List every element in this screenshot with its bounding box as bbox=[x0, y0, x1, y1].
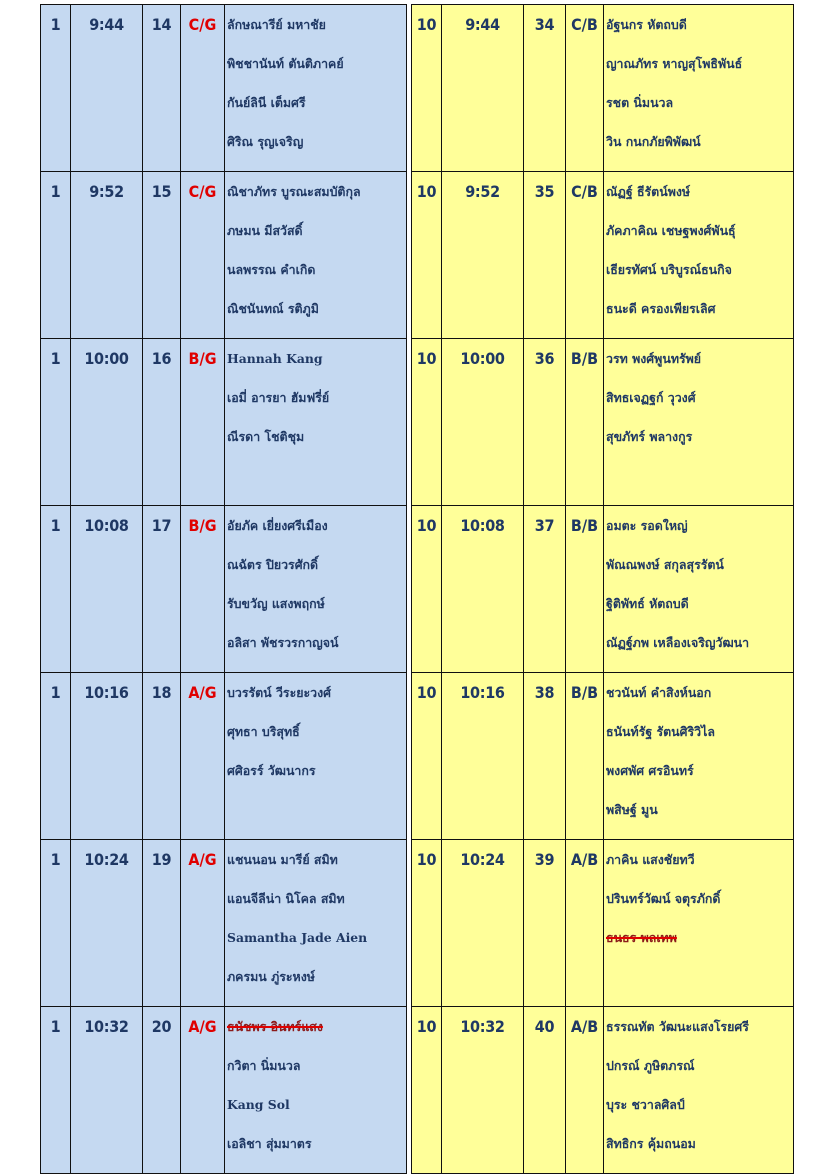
group-number-cell: 38 bbox=[524, 673, 566, 840]
schedule-row bbox=[41, 1007, 407, 1174]
day-cell: 10 bbox=[412, 339, 442, 506]
group-number-cell: 37 bbox=[524, 506, 566, 673]
schedule-row bbox=[412, 506, 794, 673]
group-number-cell: 39 bbox=[524, 840, 566, 1007]
day-cell: 10 bbox=[412, 673, 442, 840]
group-number-cell: 16 bbox=[143, 339, 181, 506]
player-name: รชต นิ่มนวล bbox=[606, 95, 674, 110]
player-names-cell bbox=[225, 1007, 407, 1174]
schedule-row bbox=[412, 339, 794, 506]
player-name: Kang Sol bbox=[227, 1097, 290, 1112]
schedule-row bbox=[41, 339, 407, 506]
group-number-cell: 14 bbox=[143, 5, 181, 172]
player-names-cell bbox=[225, 840, 407, 1007]
player-name bbox=[606, 466, 793, 505]
player-name: พัณณพงษ์ สกุลสุรรัตน์ bbox=[606, 557, 724, 572]
left-schedule-table bbox=[40, 4, 407, 1174]
player-name: พงศพัศ ศรอินทร์ bbox=[606, 763, 694, 778]
day-cell: 10 bbox=[412, 172, 442, 339]
day-cell: 1 bbox=[41, 506, 71, 673]
player-name-struck: ธนธร พลเทพ bbox=[606, 930, 677, 945]
time-cell: 9:52 bbox=[71, 172, 143, 339]
class-cell: B/B bbox=[566, 673, 604, 840]
class-cell: A/B bbox=[566, 840, 604, 1007]
player-names-cell bbox=[225, 339, 407, 506]
day-cell: 1 bbox=[41, 840, 71, 1007]
player-name: ธรรณทัต วัฒนะแสงโรยศรี bbox=[606, 1019, 749, 1034]
player-name: เธียรทัศน์ บริบูรณ์ธนกิจ bbox=[606, 262, 732, 277]
class-cell: B/B bbox=[566, 506, 604, 673]
schedule-row bbox=[41, 840, 407, 1007]
player-name: กวิตา นิ่มนวล bbox=[227, 1058, 301, 1073]
player-name: ปรินทร์วัฒน์ จตุรภักดิ์ bbox=[606, 891, 721, 906]
player-name: ธนะดี ครองเพียรเลิศ bbox=[606, 301, 716, 316]
class-cell: C/B bbox=[566, 172, 604, 339]
player-names-cell bbox=[604, 339, 794, 506]
time-cell: 10:00 bbox=[71, 339, 143, 506]
player-name: ณฉัตร ปิยวรศักดิ์ bbox=[227, 557, 319, 572]
time-cell: 10:24 bbox=[442, 840, 524, 1007]
player-name: ภษมน มีสวัสดิ์ bbox=[227, 223, 303, 238]
day-cell: 1 bbox=[41, 673, 71, 840]
schedule-row bbox=[412, 5, 794, 172]
player-name: ศุทธา บริสุทธิ์ bbox=[227, 724, 300, 739]
player-names-cell bbox=[225, 172, 407, 339]
player-name: ปกรณ์ ภูษิตภรณ์ bbox=[606, 1058, 695, 1073]
time-cell: 10:08 bbox=[71, 506, 143, 673]
time-cell: 10:32 bbox=[71, 1007, 143, 1174]
player-name bbox=[227, 800, 406, 839]
class-cell: C/G bbox=[181, 172, 225, 339]
group-number-cell: 17 bbox=[143, 506, 181, 673]
schedule-row bbox=[41, 172, 407, 339]
class-cell: A/B bbox=[566, 1007, 604, 1174]
schedule-row bbox=[412, 172, 794, 339]
player-name: ณีรดา โชติชุม bbox=[227, 429, 305, 444]
schedule-row bbox=[41, 506, 407, 673]
group-number-cell: 34 bbox=[524, 5, 566, 172]
schedule-row bbox=[412, 1007, 794, 1174]
time-cell: 10:24 bbox=[71, 840, 143, 1007]
group-number-cell: 15 bbox=[143, 172, 181, 339]
player-name: รับขวัญ แสงพฤกษ์ bbox=[227, 596, 325, 611]
player-name: กันย์ลินี เต็มศรี bbox=[227, 95, 306, 110]
class-cell: B/G bbox=[181, 339, 225, 506]
player-name: ศศิอรร์ วัฒนากร bbox=[227, 763, 316, 778]
player-name: ธนันท์รัฐ รัตนศิริวิไล bbox=[606, 724, 715, 739]
schedule-row bbox=[412, 673, 794, 840]
player-name: ณิชนันทณ์ รติภูมิ bbox=[227, 301, 319, 316]
player-name: แอนจีลีน่า นิโคล สมิท bbox=[227, 891, 345, 906]
time-cell: 10:08 bbox=[442, 506, 524, 673]
time-cell: 9:44 bbox=[442, 5, 524, 172]
time-cell: 9:52 bbox=[442, 172, 524, 339]
player-names-cell bbox=[225, 673, 407, 840]
day-cell: 10 bbox=[412, 5, 442, 172]
player-names-cell bbox=[604, 840, 794, 1007]
day-cell: 1 bbox=[41, 172, 71, 339]
schedule-row bbox=[412, 840, 794, 1007]
day-cell: 1 bbox=[41, 5, 71, 172]
player-name: ณัฏฐ์ ธีรัตน์พงษ์ bbox=[606, 184, 691, 199]
group-number-cell: 20 bbox=[143, 1007, 181, 1174]
schedule-row bbox=[41, 673, 407, 840]
day-cell: 1 bbox=[41, 339, 71, 506]
class-cell: C/B bbox=[566, 5, 604, 172]
player-name: พสิษฐ์ มูน bbox=[606, 802, 658, 817]
player-name: ศิริณ รุญเจริญ bbox=[227, 134, 304, 149]
day-cell: 10 bbox=[412, 1007, 442, 1174]
time-cell: 10:32 bbox=[442, 1007, 524, 1174]
player-name: ฐิติพัทธ์ หัตถบดี bbox=[606, 596, 689, 611]
class-cell: B/B bbox=[566, 339, 604, 506]
player-name: ภครมน ภู่ระหงษ์ bbox=[227, 969, 315, 984]
group-number-cell: 35 bbox=[524, 172, 566, 339]
player-name: สิทธเจฏฐก์ วุวงศ์ bbox=[606, 390, 696, 405]
player-name: อมตะ รอดใหญ่ bbox=[606, 518, 688, 533]
player-name: แชนนอน มารีย์ สมิท bbox=[227, 852, 338, 867]
player-name: สุขภัทร์ พลางกูร bbox=[606, 429, 693, 444]
player-name: ภัคภาคิณ เชษฐพงศ์พันธุ์ bbox=[606, 223, 736, 238]
class-cell: C/G bbox=[181, 5, 225, 172]
player-name: อัยภัค เยี่ยงศรีเมือง bbox=[227, 518, 328, 533]
class-cell: A/G bbox=[181, 840, 225, 1007]
day-cell: 10 bbox=[412, 840, 442, 1007]
player-name: เอลิชา สุ่มมาตร bbox=[227, 1136, 312, 1151]
player-names-cell bbox=[225, 506, 407, 673]
player-name: บุระ ชวาลศิลป์ bbox=[606, 1097, 685, 1112]
day-cell: 10 bbox=[412, 506, 442, 673]
day-cell: 1 bbox=[41, 1007, 71, 1174]
player-name: ลักษณารีย์ มหาชัย bbox=[227, 17, 326, 32]
class-cell: A/G bbox=[181, 1007, 225, 1174]
player-names-cell bbox=[604, 673, 794, 840]
player-name: ญาณภัทร หาญสุโพธิพันธ์ bbox=[606, 56, 743, 71]
player-name: พิชชานันท์ ตันติภาคย์ bbox=[227, 56, 344, 71]
player-name bbox=[606, 967, 793, 1006]
player-name: บวรรัตน์ วีระยะวงศ์ bbox=[227, 685, 332, 700]
class-cell: A/G bbox=[181, 673, 225, 840]
player-name: วรท พงศ์พูนทรัพย์ bbox=[606, 351, 702, 366]
class-cell: B/G bbox=[181, 506, 225, 673]
group-number-cell: 19 bbox=[143, 840, 181, 1007]
player-name-struck: ธนัชพร อินทร์แสง bbox=[227, 1019, 323, 1034]
player-name bbox=[227, 466, 406, 505]
time-cell: 10:16 bbox=[442, 673, 524, 840]
player-names-cell bbox=[604, 5, 794, 172]
player-names-cell bbox=[604, 506, 794, 673]
player-name: วิน กนกภัยพิพัฒน์ bbox=[606, 134, 701, 149]
group-number-cell: 18 bbox=[143, 673, 181, 840]
player-name: ณัฏฐ์ภพ เหลืองเจริญวัฒนา bbox=[606, 635, 750, 650]
time-cell: 10:00 bbox=[442, 339, 524, 506]
player-name: อลิสา พัชรวรกาญจน์ bbox=[227, 635, 339, 650]
player-name: ชวนันท์ คำสิงห์นอก bbox=[606, 685, 712, 700]
player-name: ภาคิน แสงชัยทวี bbox=[606, 852, 695, 867]
player-name: เอมี่ อารยา ฮัมฟรี่ย์ bbox=[227, 390, 330, 405]
time-cell: 9:44 bbox=[71, 5, 143, 172]
schedule-row bbox=[41, 5, 407, 172]
player-name: Hannah Kang bbox=[227, 351, 323, 366]
group-number-cell: 40 bbox=[524, 1007, 566, 1174]
player-name: Samantha Jade Aien bbox=[227, 930, 368, 945]
player-name: ณิชาภัทร บูรณะสมบัติกุล bbox=[227, 184, 361, 199]
group-number-cell: 36 bbox=[524, 339, 566, 506]
right-schedule-table bbox=[411, 4, 794, 1174]
time-cell: 10:16 bbox=[71, 673, 143, 840]
player-name: อัฐนกร หัตถบดี bbox=[606, 17, 687, 32]
player-names-cell bbox=[604, 1007, 794, 1174]
player-names-cell bbox=[604, 172, 794, 339]
player-names-cell bbox=[225, 5, 407, 172]
player-name: นลพรรณ คำเกิด bbox=[227, 262, 316, 277]
player-name: สิทธิกร คุ้มถนอม bbox=[606, 1136, 696, 1151]
